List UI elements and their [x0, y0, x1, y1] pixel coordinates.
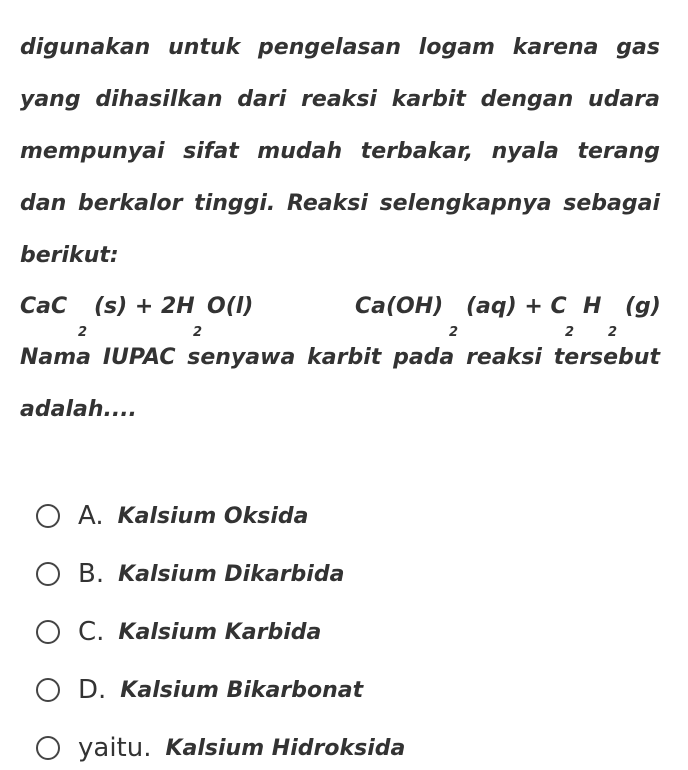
radio-button-icon[interactable]	[36, 678, 60, 702]
question-line-5: berikut:	[20, 243, 119, 268]
eq-state-aq: (aq) + C	[466, 294, 567, 319]
option-letter: yaitu.	[78, 733, 152, 763]
eq-subscript-4: 2	[565, 325, 575, 340]
question-line-4: dan berkalor tinggi. Reaksi selengkapnya sebagai	[20, 191, 660, 216]
eq-product-h: H	[583, 294, 602, 319]
radio-button-icon[interactable]	[36, 562, 60, 586]
option-a[interactable]	[30, 494, 650, 538]
radio-button-icon[interactable]	[36, 620, 60, 644]
option-letter: C.	[78, 617, 105, 647]
option-letter: D.	[78, 675, 107, 705]
eq-reactant-cac: CaC	[20, 294, 68, 319]
option-b[interactable]	[30, 552, 650, 596]
option-label: Kalsium Oksida	[117, 503, 309, 529]
question-line-1: digunakan untuk pengelasan logam karena gas	[20, 35, 660, 60]
question-line-3: mempunyai sifat mudah terbakar, nyala terang	[20, 139, 660, 164]
radio-button-icon[interactable]	[36, 504, 60, 528]
option-label: Kalsium Bikarbonat	[120, 677, 364, 703]
question-prompt-line-1: Nama IUPAC senyawa karbit pada reaksi tersebut	[20, 345, 660, 370]
option-c[interactable]	[30, 610, 650, 654]
eq-subscript-3: 2	[449, 325, 459, 340]
option-d[interactable]	[30, 668, 650, 712]
eq-subscript-1: 2	[78, 325, 88, 340]
option-letter: B.	[78, 559, 105, 589]
question-prompt-line-2: adalah....	[20, 397, 137, 422]
eq-state-water: (s) + 2H	[94, 294, 195, 319]
eq-subscript-5: 2	[608, 325, 618, 340]
question-line-2: yang dihasilkan dari reaksi karbit dengan udara	[20, 87, 660, 112]
radio-button-icon[interactable]	[36, 736, 60, 760]
eq-product-caoh: Ca(OH)	[355, 294, 444, 319]
eq-subscript-2: 2	[193, 325, 203, 340]
option-label: Kalsium Dikarbida	[118, 561, 345, 587]
eq-state-gas: (g)	[625, 294, 661, 319]
option-e[interactable]	[30, 726, 650, 770]
eq-reactant-water-tail: O(l)	[207, 294, 254, 319]
option-label: Kalsium Karbida	[118, 619, 322, 645]
option-label: Kalsium Hidroksida	[165, 735, 406, 761]
option-letter: A.	[78, 501, 104, 531]
